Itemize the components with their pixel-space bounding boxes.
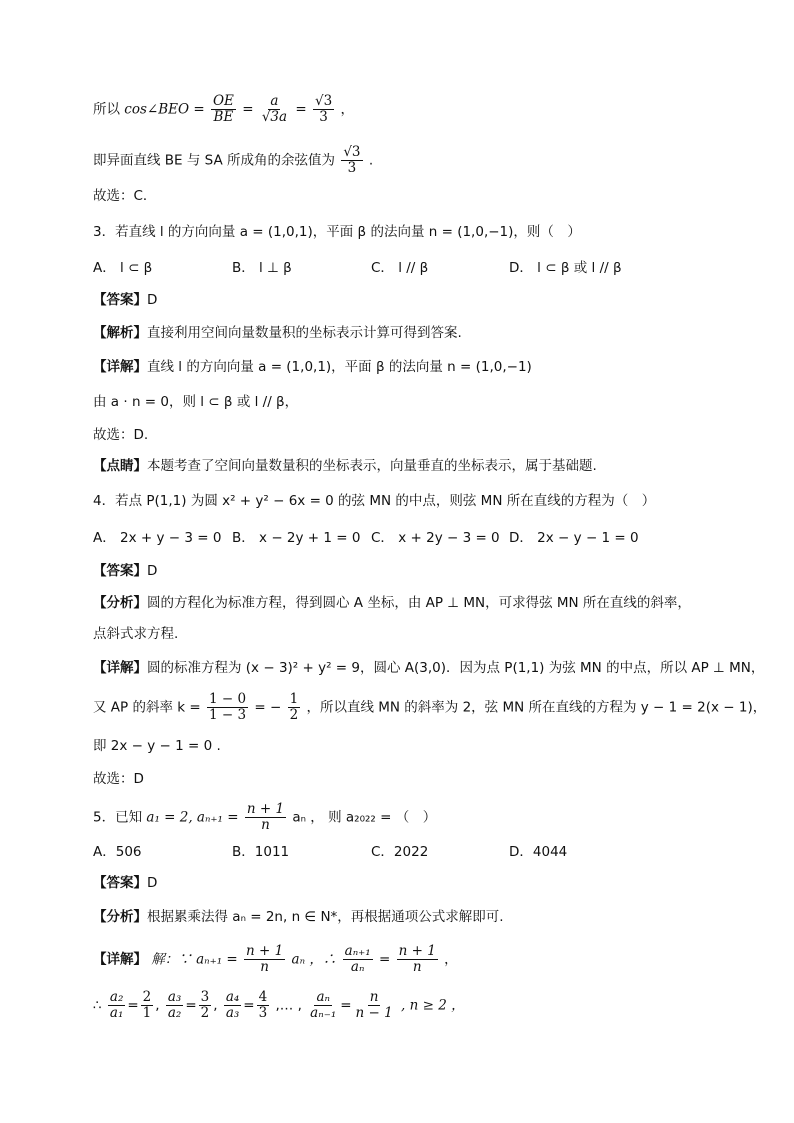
q4-detail: 【详解】圆的标准方程为 (x − 3)² + y² = 9，圆心 A(3,0)．因为点 P(1,1) 为弦 MN 的中点，所以 AP ⊥ MN， — [93, 660, 765, 676]
fraction: $\frac{\text{a₄}}{\text{a₃}}$ — [225, 989, 240, 1021]
q3-option-a: A． l ⊂ β — [93, 260, 153, 276]
q5-stem: 5．已知 a₁ = 2, aₙ₊₁ = $\frac{n + 1}{n}$ aₙ ， 则 a₂₀₂₂ = （ ） — [93, 801, 437, 833]
q5-answer: 【答案】D — [93, 875, 158, 891]
fraction: $\frac{n}{n - 1}$ — [355, 989, 393, 1021]
q5-option-a: A．506 — [93, 844, 142, 860]
q3-option-c: C． l // β — [371, 260, 429, 276]
q4-answer: 【答案】D — [93, 563, 158, 579]
q4-stem: 4．若点 P(1,1) 为圆 x² + y² − 6x = 0 的弦 MN 的中点，则弦 MN 所在直线的方程为（ ） — [93, 493, 656, 509]
line-cos-bEO: 所以 cos∠BEO = $\frac{OE}{BE}$ = $\frac{a}{√3a}$ = $\frac{√3}{3}$ ， — [93, 93, 354, 125]
fraction: $\frac{√3}{3}$ — [343, 144, 361, 176]
fraction: $\frac{a}{√3a}$ — [261, 93, 288, 125]
fraction: $\frac{1}{2}$ — [289, 691, 299, 723]
q5-product-line: ∴ $\frac{\text{a₂}}{\text{a₁}}$ = $\frac{2}{1}$ , $\frac{\text{a₃}}{\text{a₂}}$ = $\frac{3}{2}$ , $\frac{\text{a₄}}{\text{a₃}}$ = $\frac{4}{3}$ ,… , $\frac{\text{aₙ}}{\text{aₙ₋₁}}$ = $\frac{n}{n - 1}$ , n ≥ 2 ， — [93, 989, 465, 1021]
q5-analysis: 【分析】根据累乘法得 aₙ = 2n, n ∈ N*，再根据通项公式求解即可. — [93, 909, 504, 925]
q5-option-c: C．2022 — [371, 844, 429, 860]
q3-analysis: 【解析】直接利用空间向量数量积的坐标表示计算可得到答案. — [93, 325, 462, 341]
fraction: $\frac{\text{aₙ₊₁}}{\text{aₙ}}$ — [344, 943, 371, 975]
q4-choose: 故选：D — [93, 771, 144, 787]
fraction: $\frac{n + 1}{n}$ — [246, 943, 284, 975]
q3-detail-2: 由 a · n = 0，则 l ⊂ β 或 l // β， — [93, 394, 299, 410]
q5-option-d: D．4044 — [509, 844, 568, 860]
line-cosine-value: 即异面直线 BE 与 SA 所成角的余弦值为 $\frac{√3}{3}$ . — [93, 144, 374, 176]
text: 所以 — [93, 101, 120, 118]
fraction: $\frac{3}{2}$ — [200, 989, 210, 1021]
fraction: $\frac{√3}{3}$ — [314, 93, 333, 125]
fraction: $\frac{\text{a₂}}{\text{a₁}}$ — [109, 989, 124, 1021]
q3-stem: 3．若直线 l 的方向向量 a = (1,0,1)，平面 β 的法向量 n = (1,0,−1)，则（ ） — [93, 224, 581, 240]
q4-detail-3: 即 2x − y − 1 = 0 . — [93, 738, 221, 754]
fraction: $\frac{2}{1}$ — [142, 989, 152, 1021]
fraction: $\frac{\text{a₃}}{\text{a₂}}$ — [167, 989, 182, 1021]
fraction: $\frac{OE}{BE}$ — [212, 93, 234, 125]
fraction: $\frac{\text{aₙ}}{\text{aₙ₋₁}}$ — [310, 989, 337, 1021]
q5-option-b: B．1011 — [232, 844, 290, 860]
q3-comment: 【点睛】本题考查了空间向量数量积的坐标表示，向量垂直的坐标表示，属于基础题. — [93, 458, 597, 474]
fraction: $\frac{4}{3}$ — [258, 989, 268, 1021]
fraction: $\frac{n + 1}{n}$ — [398, 943, 436, 975]
q3-option-d: D． l ⊂ β 或 l // β — [509, 260, 622, 276]
q3-option-b: B． l ⊥ β — [232, 260, 292, 276]
fraction: $\frac{1 - 0}{1 - 3}$ — [208, 691, 247, 723]
q4-detail-2: 又 AP 的斜率 k = $\frac{1 - 0}{1 - 3}$ = − $\frac{1}{2}$ ，所以直线 MN 的斜率为 2，弦 MN 所在直线的方程为 y − 1 = 2(x − 1)， — [93, 691, 767, 723]
q4-option-c: C． x + 2y − 3 = 0 — [371, 530, 500, 546]
q4-option-b: B． x − 2y + 1 = 0 — [232, 530, 361, 546]
q3-detail: 【详解】直线 l 的方向向量 a = (1,0,1)，平面 β 的法向量 n = (1,0,−1) — [93, 359, 532, 375]
q4-option-d: D． 2x − y − 1 = 0 — [509, 530, 639, 546]
q3-choose: 故选：D. — [93, 427, 149, 443]
math-expr: cos∠BEO = — [124, 101, 205, 118]
q4-option-a: A． 2x + y − 3 = 0 — [93, 530, 222, 546]
fraction: $\frac{n + 1}{n}$ — [246, 801, 285, 833]
line-choose-c: 故选：C． — [93, 188, 157, 204]
q3-answer: 【答案】D — [93, 292, 158, 308]
q5-detail: 【详解】 解：∵ aₙ₊₁ = $\frac{n + 1}{n}$ aₙ ，∴ $\frac{\text{aₙ₊₁}}{\text{aₙ}}$ = $\frac{n + 1}{n}$ ， — [93, 943, 458, 975]
q4-analysis: 【分析】圆的方程化为标准方程，得到圆心 A 坐标，由 AP ⊥ MN，可求得弦 MN 所在直线的斜率， — [93, 595, 691, 611]
q4-analysis-2: 点斜式求方程. — [93, 626, 179, 642]
